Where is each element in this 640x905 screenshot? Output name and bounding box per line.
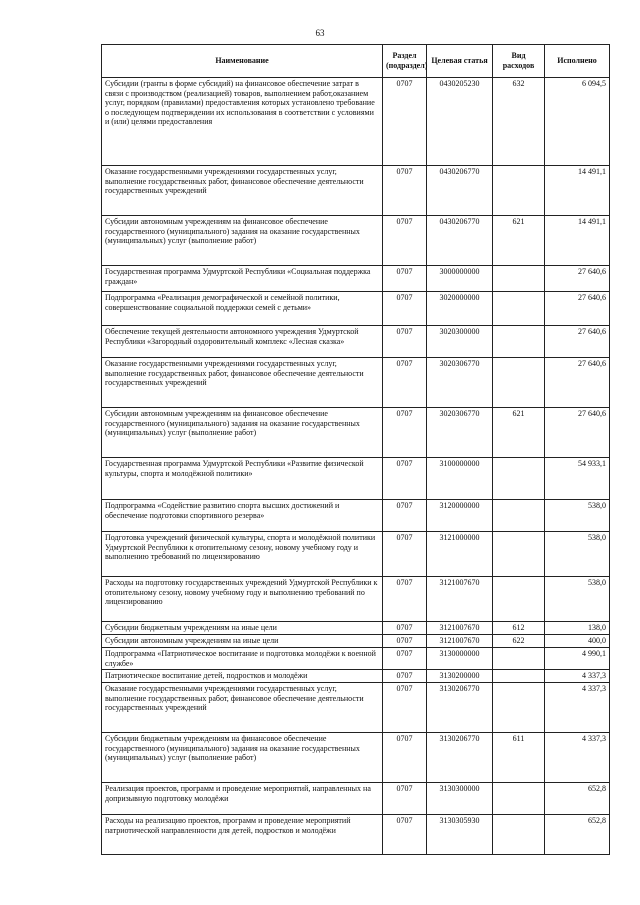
cell-name: Подпрограмма «Патриотическое воспитание и подготовка молодёжи к военной службе» (102, 648, 383, 670)
cell-name: Расходы на реализацию проектов, программ и проведение мероприятий патриотической направленности для детей, подростков и молодёжи (102, 815, 383, 855)
cell-expense-type (493, 670, 545, 683)
cell-executed: 4 990,1 (545, 648, 610, 670)
table-row (102, 266, 610, 292)
cell-executed: 4 337,3 (545, 733, 610, 783)
cell-name: Подпрограмма «Содействие развитию спорта высших достижений и обеспечение подготовки спортивного резерва» (102, 500, 383, 532)
cell-executed: 14 491,1 (545, 216, 610, 266)
cell-section: 0707 (383, 500, 427, 532)
budget-execution-table (101, 44, 610, 855)
table-row (102, 532, 610, 577)
cell-name: Оказание государственными учреждениями государственных услуг, выполнение государственных работ, финансовое обеспечение деятельности государственных учреждений (102, 358, 383, 408)
cell-executed: 652,8 (545, 783, 610, 815)
cell-executed: 14 491,1 (545, 166, 610, 216)
table-row (102, 358, 610, 408)
table-row (102, 815, 610, 855)
cell-expense-type (493, 532, 545, 577)
cell-section: 0707 (383, 216, 427, 266)
cell-name: Обеспечение текущей деятельности автономного учреждения Удмуртской Республики «Загородный оздоровительный комплекс «Лесная сказка» (102, 326, 383, 358)
cell-name: Государственная программа Удмуртской Республики «Социальная поддержка граждан» (102, 266, 383, 292)
cell-executed: 538,0 (545, 577, 610, 622)
cell-name: Подготовка учреждений физической культуры, спорта и молодёжной политики Удмуртской Республики к отопительному сезону, новому учебному году и выполнению требований по лицензированию (102, 532, 383, 577)
table-row (102, 500, 610, 532)
cell-expense-type (493, 500, 545, 532)
header-target-item: Целевая статья (427, 45, 493, 78)
cell-executed: 27 640,6 (545, 408, 610, 458)
page-number: 63 (315, 28, 325, 38)
table-row (102, 326, 610, 358)
table-header-row (102, 45, 610, 78)
table-row (102, 670, 610, 683)
cell-expense-type (493, 783, 545, 815)
cell-expense-type (493, 358, 545, 408)
cell-name: Государственная программа Удмуртской Республики «Развитие физической культуры, спорта и молодёжной политики» (102, 458, 383, 500)
cell-name: Оказание государственными учреждениями государственных услуг, выполнение государственных работ, финансовое обеспечение деятельности государственных учреждений (102, 166, 383, 216)
cell-executed: 538,0 (545, 532, 610, 577)
cell-section: 0707 (383, 733, 427, 783)
cell-section: 0707 (383, 292, 427, 326)
cell-section: 0707 (383, 166, 427, 216)
cell-name: Оказание государственными учреждениями государственных услуг, выполнение государственных работ, финансовое обеспечение деятельности государственных учреждений (102, 683, 383, 733)
cell-section: 0707 (383, 532, 427, 577)
cell-expense-type (493, 648, 545, 670)
cell-target-item: 3130206770 (427, 733, 493, 783)
cell-expense-type: 622 (493, 635, 545, 648)
cell-target-item: 3020000000 (427, 292, 493, 326)
cell-section: 0707 (383, 78, 427, 166)
cell-target-item: 3130000000 (427, 648, 493, 670)
cell-target-item: 3130300000 (427, 783, 493, 815)
cell-name: Субсидии (гранты в форме субсидий) на финансовое обеспечение затрат в связи с производством (реализацией) товаров, выполнением работ,оказанием услуг, порядком (правилами) предоставления которых установлено требование о последующем подтверждении их использования в соответствии с условиями и (или) целями предоставления (102, 78, 383, 166)
cell-section: 0707 (383, 458, 427, 500)
table-row (102, 78, 610, 166)
cell-section: 0707 (383, 815, 427, 855)
table-row (102, 408, 610, 458)
header-name: Наименование (102, 45, 383, 78)
cell-executed: 138,0 (545, 622, 610, 635)
cell-section: 0707 (383, 326, 427, 358)
cell-executed: 6 094,5 (545, 78, 610, 166)
cell-name: Реализация проектов, программ и проведение мероприятий, направленных на допризывную подготовку молодёжи (102, 783, 383, 815)
cell-section: 0707 (383, 648, 427, 670)
cell-target-item: 3121007670 (427, 622, 493, 635)
cell-expense-type (493, 815, 545, 855)
header-expense-type: Вид расходов (493, 45, 545, 78)
cell-expense-type (493, 166, 545, 216)
table-row (102, 648, 610, 670)
cell-expense-type (493, 458, 545, 500)
table-row (102, 783, 610, 815)
table-row (102, 683, 610, 733)
cell-target-item: 3120000000 (427, 500, 493, 532)
table-row (102, 635, 610, 648)
cell-target-item: 0430206770 (427, 216, 493, 266)
cell-executed: 400,0 (545, 635, 610, 648)
cell-executed: 4 337,3 (545, 683, 610, 733)
cell-name: Субсидии автономным учреждениям на иные цели (102, 635, 383, 648)
cell-target-item: 3020300000 (427, 326, 493, 358)
cell-target-item: 3100000000 (427, 458, 493, 500)
cell-name: Субсидии бюджетным учреждениям на иные цели (102, 622, 383, 635)
cell-section: 0707 (383, 266, 427, 292)
cell-name: Субсидии бюджетным учреждениям на финансовое обеспечение государственного (муниципального) задания на оказание государственных (муниципальных) услуг (выполнение работ) (102, 733, 383, 783)
table-row (102, 292, 610, 326)
cell-expense-type: 632 (493, 78, 545, 166)
cell-executed: 27 640,6 (545, 358, 610, 408)
cell-section: 0707 (383, 683, 427, 733)
table-row (102, 166, 610, 216)
cell-name: Подпрограмма «Реализация демографической и семейной политики, совершенствование социальной поддержки семей с детьми» (102, 292, 383, 326)
cell-section: 0707 (383, 577, 427, 622)
cell-expense-type: 621 (493, 408, 545, 458)
cell-expense-type: 611 (493, 733, 545, 783)
cell-name: Расходы на подготовку государственных учреждений Удмуртской Республики к отопительному сезону, новому учебному году и выполнению требований по лицензированию (102, 577, 383, 622)
table-body (102, 78, 610, 855)
table-row (102, 733, 610, 783)
cell-target-item: 3130200000 (427, 670, 493, 683)
cell-executed: 27 640,6 (545, 266, 610, 292)
cell-target-item: 3020306770 (427, 408, 493, 458)
cell-target-item: 3000000000 (427, 266, 493, 292)
table-row (102, 458, 610, 500)
cell-expense-type (493, 326, 545, 358)
cell-target-item: 3121000000 (427, 532, 493, 577)
cell-section: 0707 (383, 358, 427, 408)
cell-expense-type (493, 683, 545, 733)
cell-executed: 27 640,6 (545, 326, 610, 358)
cell-expense-type (493, 266, 545, 292)
cell-name: Патриотическое воспитание детей, подростков и молодёжи (102, 670, 383, 683)
cell-expense-type (493, 292, 545, 326)
cell-section: 0707 (383, 408, 427, 458)
cell-target-item: 3130305930 (427, 815, 493, 855)
cell-target-item: 3020306770 (427, 358, 493, 408)
cell-name: Субсидии автономным учреждениям на финансовое обеспечение государственного (муниципального) задания на оказание государственных (муниципальных) услуг (выполнение работ) (102, 216, 383, 266)
cell-section: 0707 (383, 622, 427, 635)
table-row (102, 577, 610, 622)
cell-target-item: 3121007670 (427, 635, 493, 648)
cell-executed: 538,0 (545, 500, 610, 532)
cell-executed: 27 640,6 (545, 292, 610, 326)
cell-expense-type: 621 (493, 216, 545, 266)
cell-executed: 4 337,3 (545, 670, 610, 683)
cell-executed: 54 933,1 (545, 458, 610, 500)
cell-target-item: 3121007670 (427, 577, 493, 622)
header-section: Раздел (подраздел) (383, 45, 427, 78)
table-row (102, 216, 610, 266)
cell-expense-type: 612 (493, 622, 545, 635)
table-row (102, 622, 610, 635)
header-executed: Исполнено (545, 45, 610, 78)
cell-target-item: 3130206770 (427, 683, 493, 733)
cell-target-item: 0430205230 (427, 78, 493, 166)
cell-section: 0707 (383, 635, 427, 648)
cell-expense-type (493, 577, 545, 622)
cell-executed: 652,8 (545, 815, 610, 855)
cell-name: Субсидии автономным учреждениям на финансовое обеспечение государственного (муниципального) задания на оказание государственных (муниципальных) услуг (выполнение работ) (102, 408, 383, 458)
cell-section: 0707 (383, 670, 427, 683)
cell-target-item: 0430206770 (427, 166, 493, 216)
cell-section: 0707 (383, 783, 427, 815)
